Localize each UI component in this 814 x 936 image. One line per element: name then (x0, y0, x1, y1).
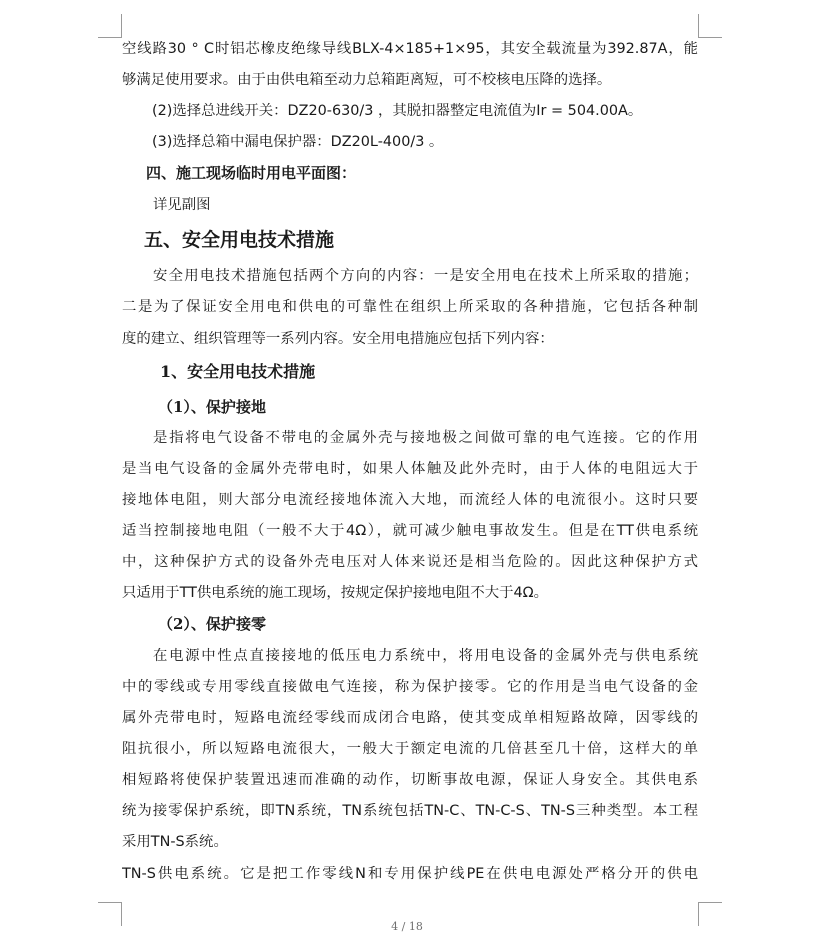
paragraph-line: 中的零线或专用零线直接做电气连接，称为保护接零。它的作用是当电气设备的金 (122, 679, 698, 695)
paragraph-line: 属外壳带电时，短路电流经零线而成闭合电路，使其变成单相短路故障，因零线的 (122, 710, 698, 726)
paragraph-line: 度的建立、组织管理等一系列内容。安全用电措施应包括下列内容： (122, 331, 554, 347)
paragraph-line: 只适用于TT供电系统的施工现场，按规定保护接地电阻不大于4Ω。 (122, 585, 549, 601)
paragraph-line: 二是为了保证安全用电和供电的可靠性在组织上所采取的各种措施，它包括各种制 (122, 299, 698, 315)
list-item: (3)选择总箱中漏电保护器：DZ20L-400/3 。 (152, 134, 444, 150)
section-heading-five: 五、安全用电技术措施 (144, 229, 335, 251)
paragraph-line: 空线路30 ° C时铝芯橡皮绝缘导线BLX-4×185+1×95，其安全载流量为392.87A，能 (122, 41, 698, 57)
crop-mark-top-left-v (121, 14, 122, 38)
paragraph-line: 在电源中性点直接接地的低压电力系统中，将用电设备的金属外壳与供电系统 (153, 648, 698, 664)
paragraph-line: TN-S供电系统。它是把工作零线N和专用保护线PE在供电电源处严格分开的供电 (122, 866, 698, 882)
paragraph-line: 阻抗很小，所以短路电流很大，一般大于额定电流的几倍甚至几十倍，这样大的单 (122, 741, 698, 757)
paragraph-line: 是当电气设备的金属外壳带电时，如果人体触及此外壳时，由于人体的电阻远大于 (122, 461, 698, 477)
paragraph-line: 是指将电气设备不带电的金属外壳与接地极之间做可靠的电气连接。它的作用 (153, 430, 698, 446)
paragraph-line: 采用TN-S系统。 (122, 834, 228, 850)
paragraph-line: 中，这种保护方式的设备外壳电压对人体来说还是相当危险的。因此这种保护方式 (122, 554, 698, 570)
crop-mark-top-right-h (698, 37, 722, 38)
subsubsection-heading: （2）、保护接零 (158, 615, 266, 633)
paragraph-line: 适当控制接地电阻（一般不大于4Ω），就可减少触电事故发生。但是在TT供电系统 (122, 523, 698, 539)
paragraph-line: 接地体电阻，则大部分电流经接地体流入大地，而流经人体的电流很小。这时只要 (122, 492, 698, 508)
section-heading-four: 四、施工现场临时用电平面图： (146, 164, 357, 182)
paragraph-line: 安全用电技术措施包括两个方向的内容：一是安全用电在技术上所采取的措施； (153, 268, 698, 284)
paragraph-line: 够满足使用要求。由于由供电箱至动力总箱距离短，可不校核电压降的选择。 (122, 72, 612, 88)
crop-mark-bottom-left-h (98, 902, 122, 903)
subsubsection-heading: （1）、保护接地 (158, 398, 266, 416)
paragraph-line: 统为接零保护系统，即TN系统，TN系统包括TN-C、TN-C-S、TN-S三种类型。本工程 (122, 803, 698, 819)
paragraph-line: 详见副图 (153, 197, 211, 213)
subsection-heading: 1、安全用电技术措施 (160, 362, 316, 381)
list-item: (2)选择总进线开关：DZ20-630/3 ，其脱扣器整定电流值为Ir = 504.00A。 (152, 103, 643, 119)
crop-mark-top-right-v (698, 14, 699, 38)
paragraph-line: 相短路将使保护装置迅速而准确的动作，切断事故电源，保证人身安全。其供电系 (122, 772, 698, 788)
page-number: 4 / 18 (391, 920, 423, 933)
crop-mark-bottom-right-h (698, 902, 722, 903)
crop-mark-top-left-h (98, 37, 122, 38)
